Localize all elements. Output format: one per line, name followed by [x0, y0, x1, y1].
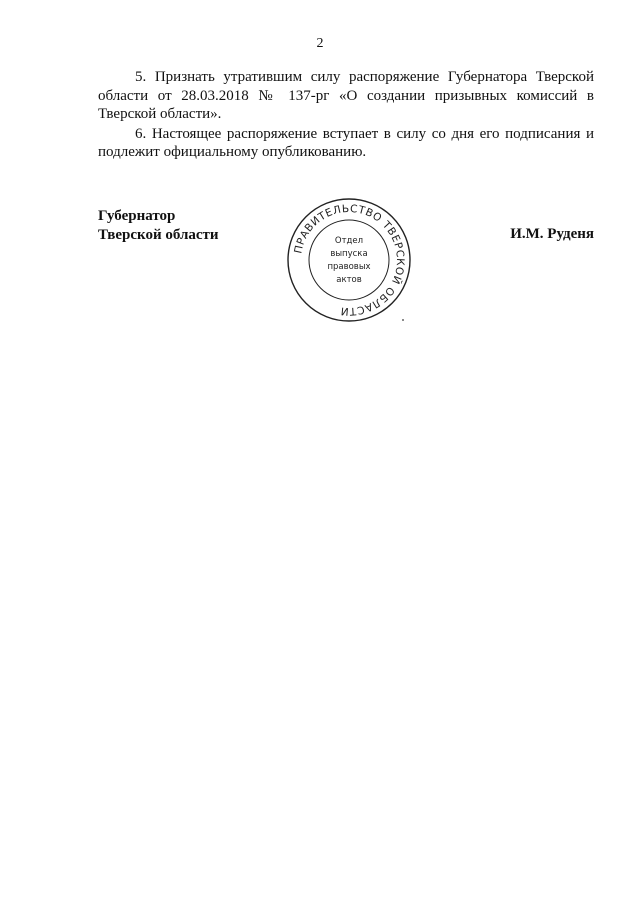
page-number: 2	[316, 36, 324, 51]
seal-outer-ring	[288, 199, 410, 321]
signer-title	[98, 207, 219, 244]
seal-inner-ring	[309, 220, 389, 300]
paragraph-5: 5. Признать утратившим силу распоряжение Губернатора Тверской области от 28.03.2018 № 137-рг «О создании призывных комиссий в Тверской области».	[98, 69, 594, 122]
seal-center-line4: актов	[336, 275, 362, 285]
seal-center-line3: правовых	[327, 262, 371, 272]
seal-center-line1: Отдел	[334, 236, 364, 246]
document-body	[98, 68, 594, 163]
signer-title-line1: Губернатор	[98, 208, 176, 224]
seal-ring-text: ПРАВИТЕЛЬСТВО ТВЕРСКОЙ ОБЛАСТИ	[292, 202, 407, 318]
official-seal-stamp	[286, 197, 412, 323]
signer-name: И.М. Руденя	[510, 226, 594, 242]
signer-title-line2: Тверской области	[98, 226, 219, 243]
seal-ink-dot	[402, 319, 404, 321]
seal-center-line2: выпуска	[330, 249, 368, 259]
paragraph-6: 6. Настоящее распоряжение вступает в силу со дня его подписания и подлежит официальному опубликованию.	[98, 125, 594, 160]
